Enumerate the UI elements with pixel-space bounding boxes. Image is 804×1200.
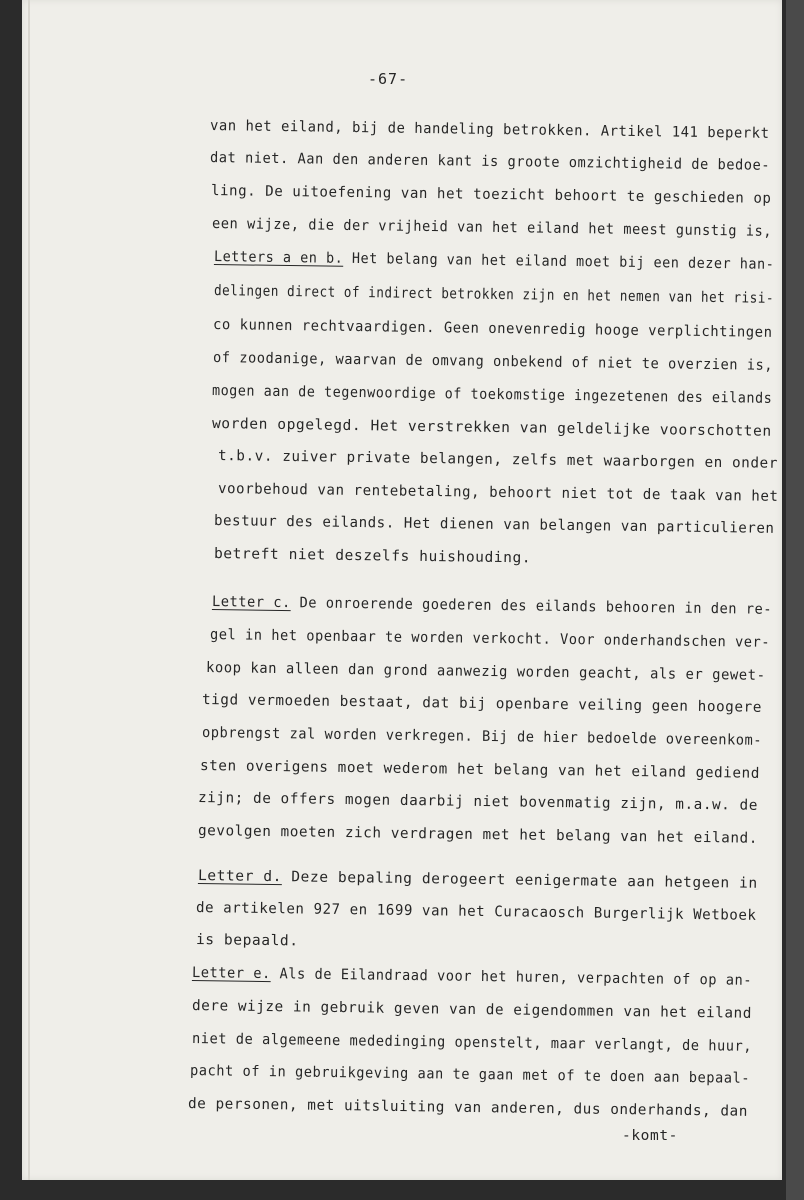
text-line: bestuur des eilands. Het dienen van belangen van particulieren [213, 513, 775, 537]
text-line: een wijze, die der vrijheid van het eiland het meest gunstig is, [211, 216, 773, 240]
text-line: gevolgen moeten zich verdragen met het belang van het eiland. [197, 823, 759, 847]
text-line: gel in het openbaar te worden verkocht. Voor onderhandschen ver- [209, 627, 771, 651]
text-line: betreft niet deszelfs huishouding. [213, 546, 532, 567]
text-line: Letter d. Deze bepaling derogeert eenigermate aan hetgeen in [197, 868, 758, 892]
text-line: de personen, met uitsluiting van anderen, dus onderhands, dan [187, 1096, 749, 1120]
section-heading: Letter c. [211, 594, 291, 612]
text-line: Letters a en b. Het belang van het eiland moet bij een dezer han- [213, 249, 775, 273]
text-line: dere wijze in gebruik geven van de eigendommen van het eiland [191, 998, 753, 1022]
text-line: Letter e. Als de Eilandraad voor het huren, verpachten of op an- [191, 965, 753, 989]
text-line: koop kan alleen dan grond aanwezig worden geacht, als er gewet- [205, 660, 766, 684]
text-line: tigd vermoeden bestaat, dat bij openbare veiling geen hoogere [201, 692, 763, 716]
text-line: pacht of in gebruikgeving aan te gaan met of te doen aan bepaal- [189, 1063, 751, 1087]
text-line: worden opgelegd. Het verstrekken van geldelijke voorschotten [211, 416, 772, 440]
text-line: t.b.v. zuiver private belangen, zelfs met waarborgen en onder [217, 448, 779, 472]
section-heading: Letter d. [197, 868, 283, 886]
text-line: de artikelen 927 en 1699 van het Curacaosch Burgerlijk Wetboek [195, 900, 757, 924]
page-number: -67- [368, 70, 409, 88]
section-heading: Letters a en b. [213, 249, 344, 267]
text-line: dat niet. Aan den anderen kant is groote omzichtigheid de bedoe- [209, 150, 771, 174]
text-line: co kunnen rechtvaardigen. Geen onevenredig hooge verplichtingen [212, 317, 773, 341]
text-line: zijn; de offers mogen daarbij niet bovenmatig zijn, m.a.w. de [197, 790, 759, 814]
scan-edge [786, 0, 804, 1200]
text-line: opbrengst zal worden verkregen. Bij de hier bedoelde overeenkom- [201, 725, 763, 749]
binding-edge [28, 0, 30, 1180]
text-line: of zoodanige, waarvan de omvang onbekend of niet te overzien is, [212, 350, 774, 374]
text-line: delingen direct of indirect betrokken zijn en het nemen van het risi- [213, 283, 775, 307]
text-line: ling. De uitoefening van het toezicht behoort te geschieden op [210, 183, 772, 207]
text-line: van het eiland, bij de handeling betrokken. Artikel 141 beperkt [209, 118, 770, 142]
catchword: -komt- [622, 1128, 678, 1144]
section-heading: Letter e. [191, 965, 271, 983]
text-line: mogen aan de tegenwoordige of toekomstige ingezetenen des eilands [211, 383, 773, 407]
text-line: Letter c. De onroerende goederen des eilands behooren in den re- [211, 594, 773, 618]
text-line: voorbehoud van rentebetaling, behoort niet tot de taak van het [217, 481, 779, 505]
text-line: sten overigens moet wederom het belang van het eiland gediend [199, 758, 761, 782]
text-line: niet de algemeene mededinging openstelt, maar verlangt, de huur, [191, 1031, 753, 1055]
text-line: is bepaald. [195, 932, 299, 950]
